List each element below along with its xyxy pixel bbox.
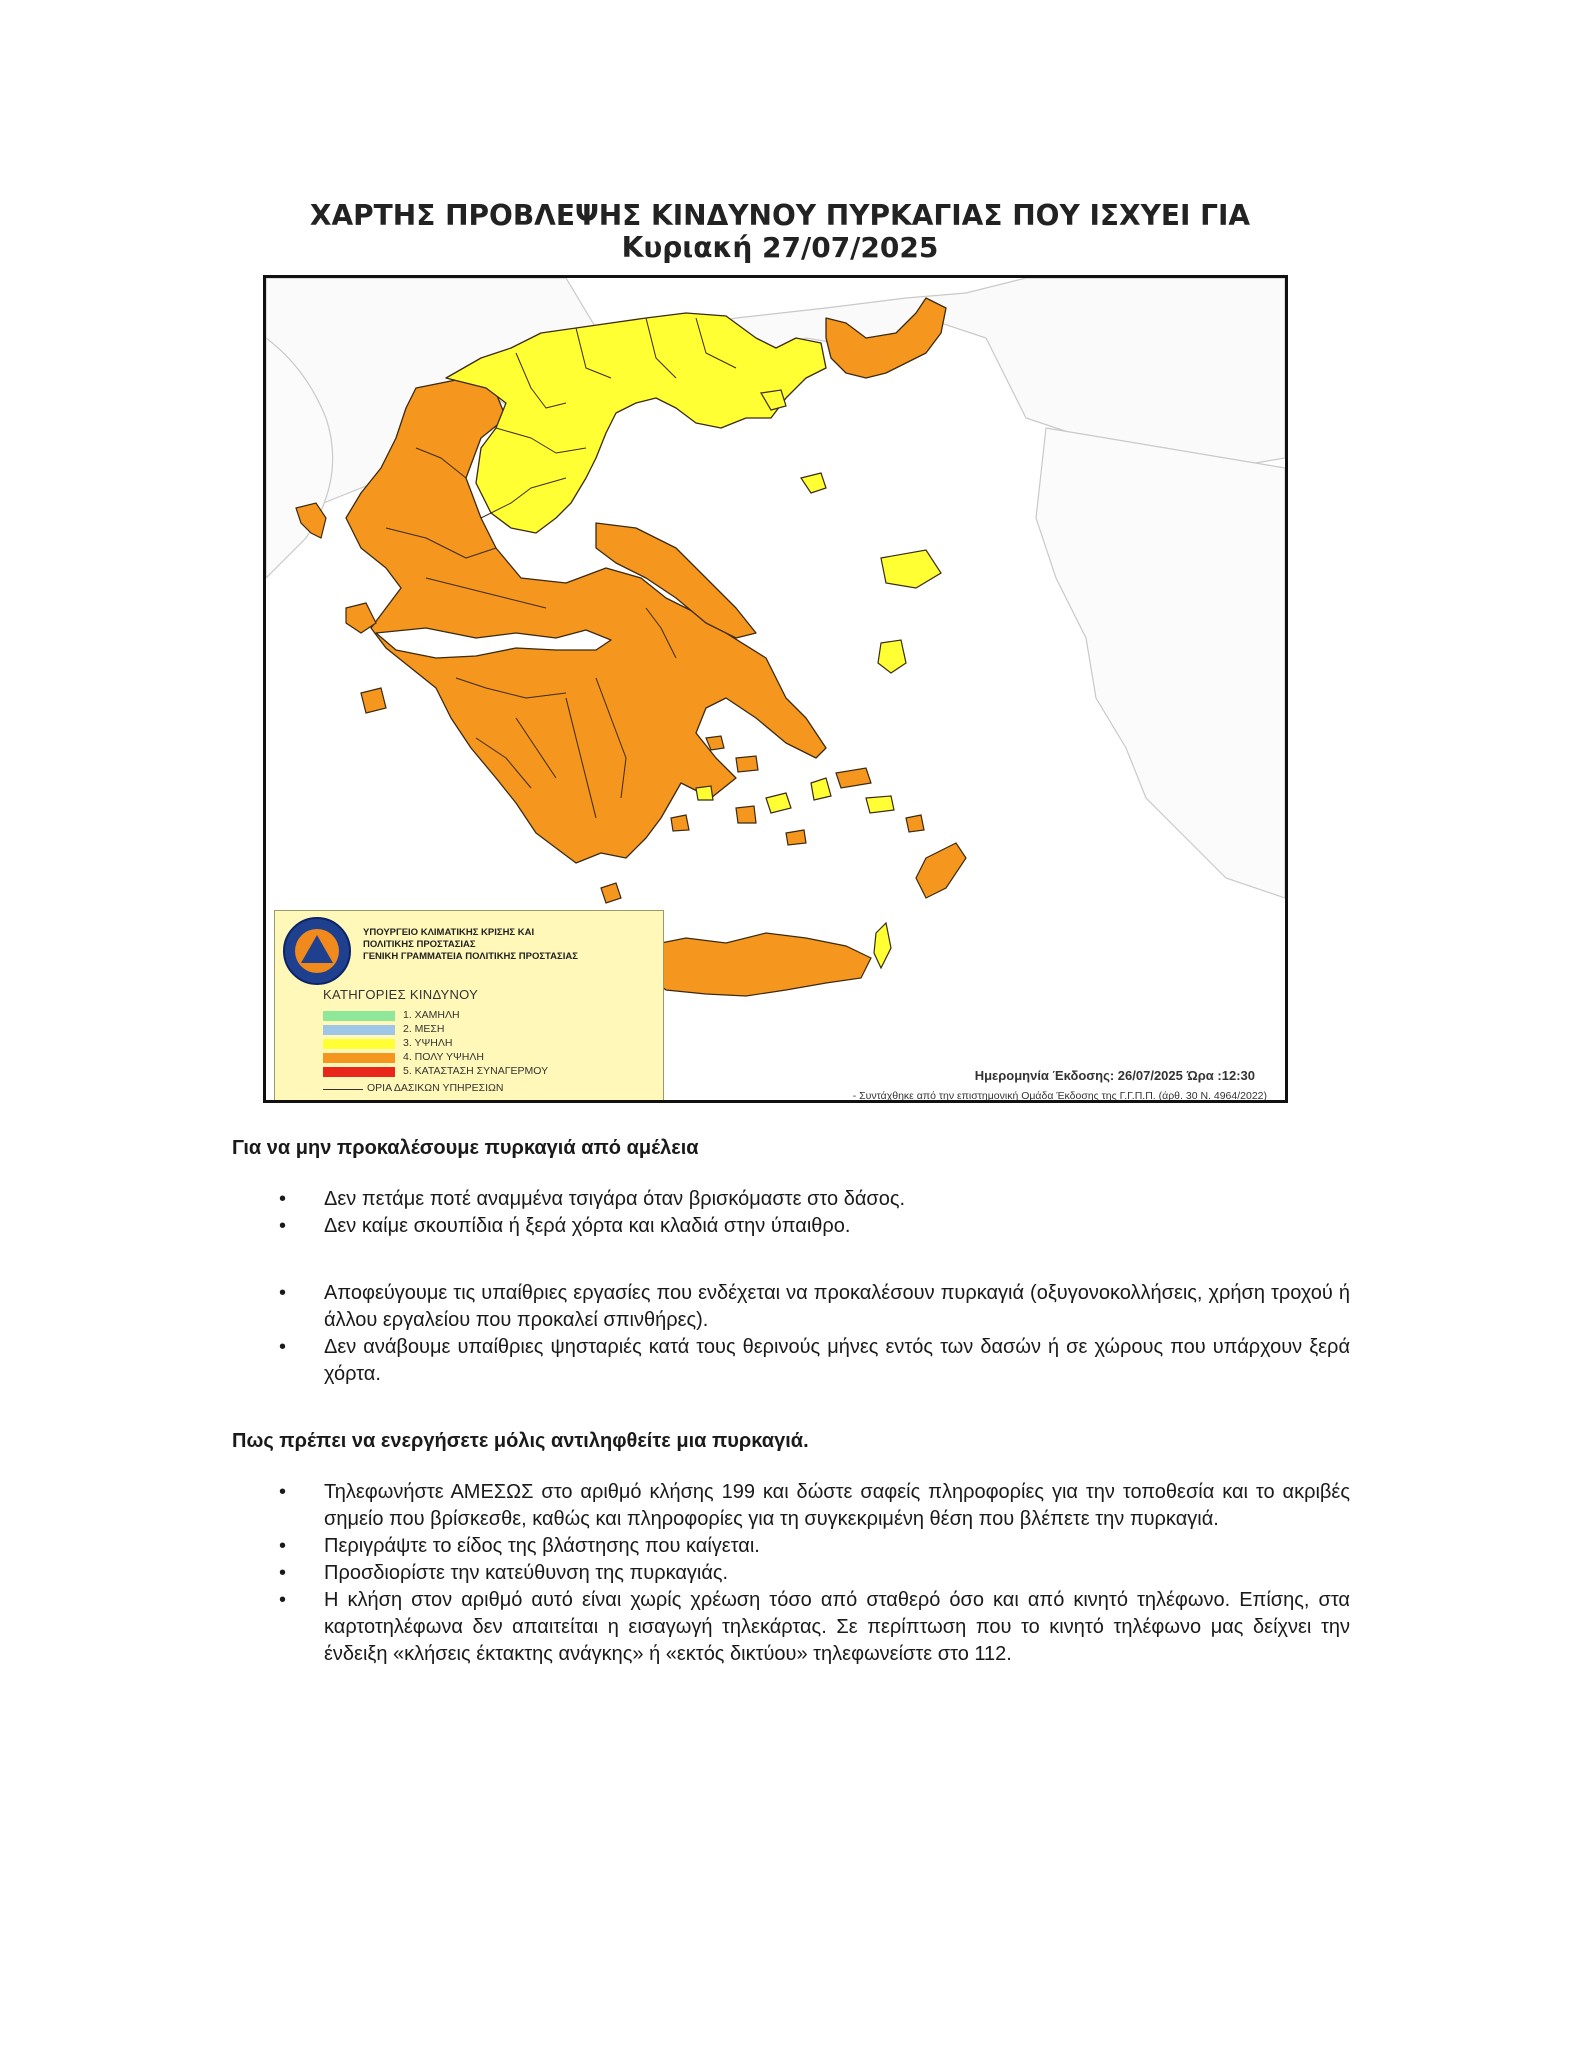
- legend-item-medium: [323, 1023, 543, 1035]
- legend-swatch: [323, 1011, 395, 1021]
- list-item: • Προσδιορίστε την κατεύθυνση της πυρκαγιάς.: [232, 1560, 1350, 1587]
- map-date: Κυριακή 27/07/2025: [621, 231, 939, 264]
- legend-swatch: [323, 1039, 395, 1049]
- legend-label: 5. ΚΑΤΑΣΤΑΣΗ ΣΥΝΑΓΕΡΜΟΥ: [403, 1065, 549, 1077]
- legend-swatch: [323, 1025, 395, 1035]
- list-item: • Δεν ανάβουμε υπαίθριες ψησταριές κατά τους θερινούς μήνες εντός των δασών ή σε χώρους που υπάρχουν ξερά χόρτα.: [232, 1334, 1350, 1388]
- legend-title: ΚΑΤΗΓΟΡΙΕΣ ΚΙΝΔΥΝΟΥ: [323, 987, 479, 1002]
- map-title: ΧΑΡΤΗΣ ΠΡΟΒΛΕΨΗΣ ΚΙΝΔΥΝΟΥ ΠΥΡΚΑΓΙΑΣ ΠΟΥ ΙΣΧΥΕΙ ΓΙΑ: [309, 199, 1251, 232]
- fire-risk-map: [263, 275, 1288, 1103]
- prevention-list-2: [232, 1280, 1350, 1388]
- list-item: • Τηλεφωνήστε ΑΜΕΣΩΣ στο αριθμό κλήσης 199 και δώστε σαφείς πληροφορίες για την τοποθεσία και το ακριβές σημείο που βρίσκεσθε, καθώς και πληροφορίες για τη συγκεκριμένη θέση που βλέπετε την πυρκαγιά.: [232, 1479, 1350, 1533]
- list-item: • Δεν καίμε σκουπίδια ή ξερά χόρτα και κλαδιά στην ύπαιθρο.: [232, 1213, 1350, 1240]
- section-heading-prevention: Για να μην προκαλέσουμε πυρκαγιά από αμέλεια: [232, 1137, 699, 1159]
- map-credit: - Συντάχθηκε από την επιστημονική Ομάδα Έκδοσης της Γ.Γ.Π.Π. (άρθ. 30 Ν. 4964/2022): [852, 1090, 1267, 1102]
- region-very-high-crete: [646, 933, 871, 996]
- list-item: • Περιγράψτε το είδος της βλάστησης που καίγεται.: [232, 1533, 1350, 1560]
- forest-border-label: ΟΡΙΑ ΔΑΣΙΚΩΝ ΥΠΗΡΕΣΙΩΝ: [367, 1082, 504, 1094]
- response-list: [232, 1479, 1350, 1668]
- list-item: • Δεν πετάμε ποτέ αναμμένα τσιγάρα όταν βρισκόμαστε στο δάσος.: [232, 1186, 1350, 1213]
- legend-item-low: [323, 1009, 543, 1021]
- legend-label: 3. ΥΨΗΛΗ: [403, 1037, 453, 1049]
- legend-swatch: [323, 1067, 395, 1077]
- legend-item-very-high: [323, 1051, 543, 1063]
- prevention-list-1: [232, 1186, 1350, 1240]
- list-item: • Η κλήση στον αριθμό αυτό είναι χωρίς χρέωση τόσο από σταθερό όσο και από κινητό τηλέφωνο. Επίσης, στα καρτοτηλέφωνα δεν απαιτείται η εισαγωγή τηλεκάρτας. Σε περίπτωση που το κινητό τηλέφωνο μας δείχνει την ένδειξη «κλήσεις έκτακτης ανάγκης» ή «εκτός δικτύου» τηλεφωνείστε στο 112.: [232, 1587, 1350, 1668]
- civil-protection-logo-icon: [281, 915, 353, 987]
- legend-item-high: [323, 1037, 543, 1049]
- legend-label: 4. ΠΟΛΥ ΥΨΗΛΗ: [403, 1051, 484, 1063]
- legend-swatch: [323, 1053, 395, 1063]
- forest-border-line-icon: [323, 1089, 363, 1090]
- list-item: • Αποφεύγουμε τις υπαίθριες εργασίες που ενδέχεται να προκαλέσουν πυρκαγιά (οξυγονοκολλήσεις, χρήση τροχού ή άλλου εργαλείου που προκαλεί σπινθήρες).: [232, 1280, 1350, 1334]
- legend-label: 1. ΧΑΜΗΛΗ: [403, 1009, 460, 1021]
- section-response: [232, 1428, 1350, 1668]
- section-prevention: [232, 1135, 1350, 1388]
- legend-item-alert: [323, 1065, 549, 1077]
- issue-date: Ημερομηνία Έκδοσης: 26/07/2025 Ώρα :12:30: [974, 1068, 1255, 1083]
- map-legend: [274, 910, 664, 1102]
- legend-label: 2. ΜΕΣΗ: [403, 1023, 445, 1035]
- section-heading-response: Πως πρέπει να ενεργήσετε μόλις αντιληφθείτε μια πυρκαγιά.: [232, 1430, 809, 1452]
- ministry-name: ΥΠΟΥΡΓΕΙΟ ΚΛΙΜΑΤΙΚΗΣ ΚΡΙΣΗΣ ΚΑΙ ΠΟΛΙΤΙΚΗΣ ΠΡΟΣΤΑΣΙΑΣ ΓΕΝΙΚΗ ΓΡΑΜΜΑΤΕΙΑ ΠΟΛΙΤΙΚΗΣ ΠΡΟΣΤΑΣΙΑΣ: [363, 927, 578, 962]
